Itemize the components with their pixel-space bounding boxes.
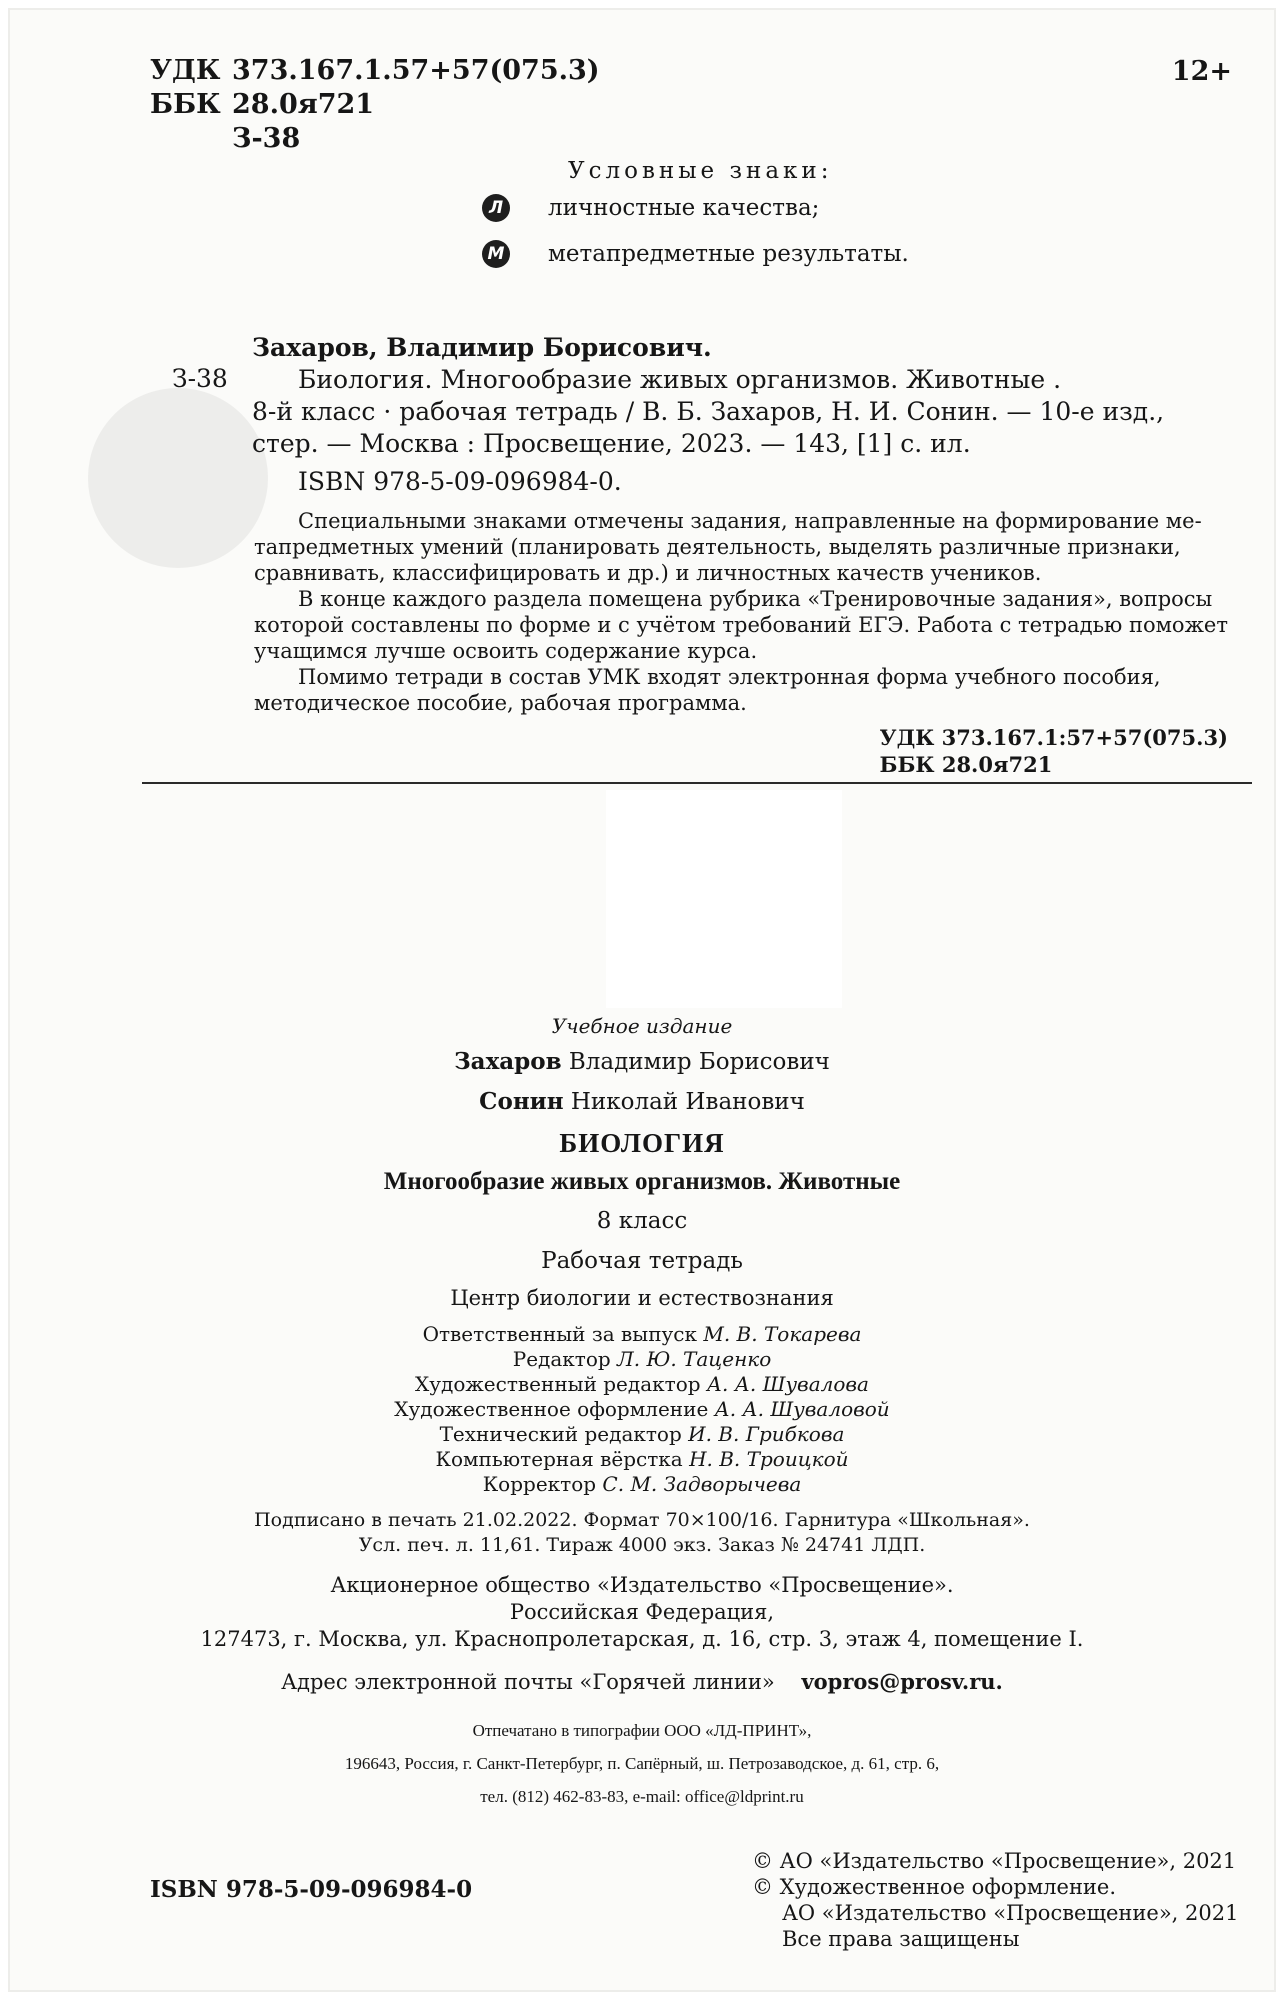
book-grade: 8 класс [596, 1208, 688, 1234]
bbk-label: ББК [150, 89, 221, 120]
symbol-personal-label: личностные качества; [548, 195, 820, 221]
udk-block-udk: УДК 373.167.1:57+57(075.3) [879, 725, 1228, 750]
staff-role: Технический редактор [439, 1422, 682, 1446]
symbols-title: Условные знаки: [568, 158, 833, 184]
publisher-info [8, 1572, 1276, 1653]
udk-block-bbk: ББК 28.0я721 [879, 752, 1053, 777]
staff-role: Корректор [482, 1472, 597, 1496]
annotation [254, 508, 1253, 716]
biblio-line-2: 8-й класс · рабочая тетрадь / В. Б. Захаров, Н. И. Сонин. — 10-е изд., [252, 397, 1165, 426]
meta-results-icon: М [482, 240, 510, 268]
typography-line-2: 196643, Россия, г. Санкт-Петербург, п. Сапёрный, ш. Петрозаводское, д. 61, стр. 6, [344, 1754, 940, 1773]
biblio-code: З-38 [172, 364, 228, 393]
author-mark: З-38 [232, 123, 301, 154]
staff-row [8, 1397, 1276, 1422]
staff-name: Н. В. Троицкой [689, 1447, 849, 1471]
staff-name: Л. Ю. Таценко [617, 1347, 772, 1371]
staff-role: Редактор [512, 1347, 611, 1371]
staff-list [8, 1322, 1276, 1497]
copyright-line-2: © Художественное оформление. [752, 1875, 1117, 1899]
biblio-line-3: стер. — Москва : Просвещение, 2023. — 143, [1] с. ил. [252, 429, 971, 458]
book-imprint-page [8, 8, 1276, 1992]
symbol-meta [482, 240, 909, 268]
bbk-value: 28.0я721 [232, 89, 375, 120]
author-2-surname: Сонин [479, 1088, 564, 1115]
copyright-line-3: АО «Издательство «Просвещение», 2021 [782, 1901, 1239, 1925]
annotation-line: тапредметных умений (планировать деятельность, выделять различные признаки, [254, 535, 1181, 559]
age-rating: 12+ [1171, 56, 1232, 87]
divider-line [142, 782, 1252, 784]
biblio-author-heading: Захаров, Владимир Борисович. [252, 333, 712, 362]
staff-row [8, 1447, 1276, 1472]
udk-label: УДК [150, 55, 221, 86]
staff-role: Компьютерная вёрстка [435, 1447, 683, 1471]
symbol-personal [482, 194, 819, 222]
print-info-line-2: Усл. печ. л. 11,61. Тираж 4000 экз. Заказ № 24741 ЛДП. [358, 1534, 926, 1556]
show-through-circle [88, 388, 268, 568]
copyright-block [752, 1848, 1238, 1952]
author-1-name: Владимир Борисович [568, 1049, 830, 1075]
hotline [8, 1668, 1276, 1696]
annotation-line: сравнивать, классифицировать и др.) и личностных качеств учеников. [254, 561, 1042, 585]
author-2-name: Николай Иванович [570, 1089, 805, 1115]
annotation-line: которой составлены по форме и с учётом требований ЕГЭ. Работа с тетрадью поможет [254, 613, 1228, 637]
staff-name: И. В. Грибкова [688, 1422, 845, 1446]
staff-name: А. А. Шуваловой [714, 1397, 890, 1421]
staff-name: М. В. Токарева [703, 1322, 862, 1346]
typography-line-3: тел. (812) 462-83-83, e-mail: office@ldprint.ru [480, 1787, 804, 1806]
footer-isbn: ISBN 978-5-09-096984-0 [150, 1876, 473, 1903]
hotline-label: Адрес электронной почты «Горячей линии» [281, 1670, 775, 1694]
staff-row [8, 1347, 1276, 1372]
staff-row [8, 1372, 1276, 1397]
staff-role: Художественный редактор [415, 1372, 701, 1396]
publisher-line-3: 127473, г. Москва, ул. Краснопролетарская, д. 16, стр. 3, этаж 4, помещение I. [200, 1627, 1084, 1651]
annotation-line: учащимся лучше освоить содержание курса. [254, 639, 758, 663]
staff-role: Художественное оформление [394, 1397, 709, 1421]
copyright-line-1: © АО «Издательство «Просвещение», 2021 [752, 1849, 1237, 1873]
book-subtitle: Многообразие живых организмов. Животные [383, 1168, 901, 1195]
bbk-header [150, 88, 374, 122]
imprint-author-1 [8, 1048, 1276, 1075]
publisher-line-2: Российская Федерация, [509, 1600, 775, 1624]
annotation-line: Помимо тетради в состав УМК входят электронная форма учебного пособия, [298, 665, 1161, 689]
author-1-surname: Захаров [454, 1048, 562, 1075]
udk-value: 373.167.1.57+57(075.3) [232, 55, 600, 86]
edition-type: Учебное издание [551, 1014, 733, 1038]
staff-name: А. А. Шувалова [706, 1372, 869, 1396]
personal-qualities-icon: Л [482, 194, 510, 222]
staff-role: Ответственный за выпуск [422, 1322, 697, 1346]
annotation-line: В конце каждого раздела помещена рубрика «Тренировочные задания», вопросы [298, 587, 1213, 611]
biblio-line-1: Биология. Многообразие живых организмов. Животные . [298, 365, 1062, 394]
biblio-record [252, 364, 1258, 498]
staff-row [8, 1322, 1276, 1347]
staff-name: С. М. Задворычева [602, 1472, 802, 1496]
symbol-meta-label: метапредметные результаты. [548, 241, 909, 267]
book-title: БИОЛОГИЯ [559, 1128, 725, 1158]
annotation-line: Специальными знаками отмечены задания, направленные на формирование ме- [298, 509, 1202, 533]
hotline-email: vopros@prosv.ru. [801, 1669, 1003, 1694]
typography-line-1: Отпечатано в типографии ООО «ЛД-ПРИНТ», [472, 1721, 812, 1740]
print-info-line-1: Подписано в печать 21.02.2022. Формат 70×100/16. Гарнитура «Школьная». [254, 1509, 1030, 1531]
editorial-center: Центр биологии и естествознания [450, 1286, 834, 1310]
publisher-line-1: Акционерное общество «Издательство «Просвещение». [330, 1573, 954, 1597]
blank-area [606, 790, 842, 1008]
udk-header [150, 54, 600, 88]
annotation-line: методическое пособие, рабочая программа. [254, 691, 747, 715]
typography-info [8, 1714, 1276, 1813]
biblio-isbn: ISBN 978-5-09-096984-0. [298, 467, 622, 496]
udk-block [880, 724, 1228, 778]
staff-row [8, 1472, 1276, 1497]
staff-row [8, 1422, 1276, 1447]
copyright-line-4: Все права защищены [782, 1927, 1020, 1951]
print-info [8, 1508, 1276, 1558]
imprint-author-2 [8, 1088, 1276, 1115]
book-type: Рабочая тетрадь [541, 1248, 743, 1274]
